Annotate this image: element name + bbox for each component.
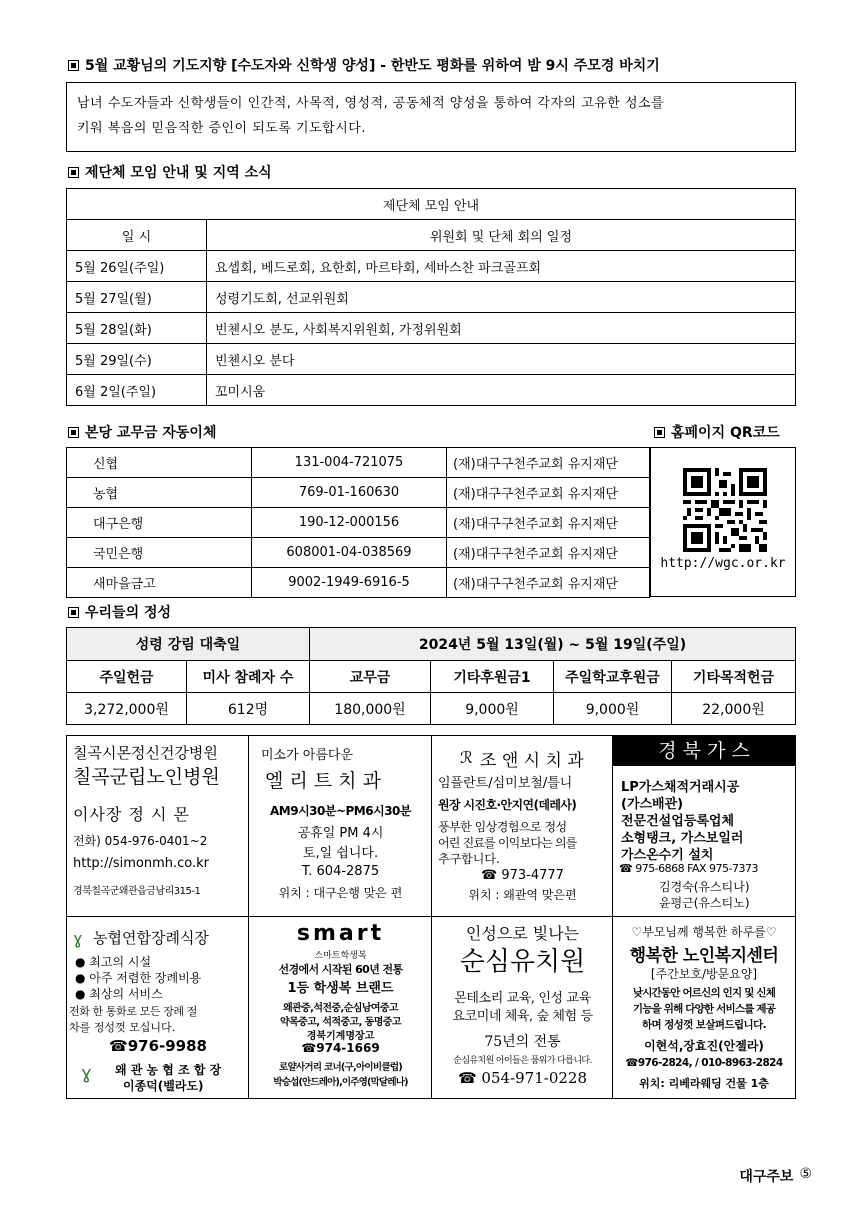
ad-contact: 박승섭(안드레아),이주영(막달레나) (273, 1077, 408, 1088)
meeting-date: 5월 29일(수) (67, 344, 207, 375)
ad-text: 왜관중,석전중,순심남여중고 (282, 1003, 399, 1014)
ad-text: 왜 관 농 협 조 합 장 (115, 1063, 222, 1077)
ad-text: [주간보호/방문요양] (650, 967, 758, 981)
ad-text: 75년의 전통 (484, 1034, 561, 1050)
feast-name: 성령 강림 대축일 (67, 628, 310, 661)
table-row (67, 313, 796, 344)
ad-website[interactable]: http://simonmh.co.kr (73, 856, 209, 871)
bank-name: 새마을금고 (67, 568, 252, 598)
offering-header: 주일학교후원금 (554, 661, 672, 693)
ad-text: 몬테소리 교육, 인성 교육 (454, 991, 591, 1006)
ads-grid (66, 735, 796, 1099)
ad-text: 전화 한 통화로 모든 장례 절 (69, 1005, 197, 1018)
meeting-date: 5월 26일(주일) (67, 251, 207, 282)
ad-phone: 전화) 054-976-0401~2 (73, 834, 208, 848)
account-holder: (재)대구구천주교회 유지재단 (447, 478, 650, 508)
ad-gyeongbuk-gas (613, 736, 795, 917)
ad-address: 위치 : 대구은행 맞은 편 (278, 886, 403, 900)
offering-header: 기타후원금1 (431, 661, 554, 693)
ad-text: 공휴일 PM 4시 (297, 826, 384, 841)
ad-contact: 김경숙(유스티나) (659, 880, 750, 894)
ad-text: 풍부한 임상경험으로 정성 (438, 820, 567, 834)
meeting-schedule: 빈첸시오 분다 (207, 344, 796, 375)
ad-text: 원장 시진호·안지연(데레사) (438, 798, 577, 812)
ad-address: 로얄사거리 코너(구,아이비클럽) (278, 1062, 402, 1073)
offering-header: 기타목적헌금 (672, 661, 796, 693)
ad-address: 경북칠곡군왜관읍금남리315-1 (73, 886, 201, 897)
offering-value: 22,000원 (672, 693, 796, 725)
table-row (67, 251, 796, 282)
ad-title: 조 앤 시 치 과 (480, 751, 584, 771)
offering-period: 2024년 5월 13일(월) ~ 5월 19일(주일) (310, 628, 796, 661)
ad-title: 순심유치원 (459, 947, 586, 977)
ad-text: 임플란트/심미보철/틀니 (438, 776, 573, 791)
account-holder: (재)대구구천주교회 유지재단 (447, 568, 650, 598)
ad-chilgok-hospital (67, 736, 249, 917)
ad-text: ● 아주 저렴한 장례비용 (75, 971, 202, 985)
offering-table (66, 627, 796, 725)
meeting-schedule: 빈첸시오 분도, 사회복지위원회, 가정위원회 (207, 313, 796, 344)
ad-text: 기능을 위해 다양한 서비스를 제공 (632, 1003, 776, 1015)
qr-code-icon[interactable] (683, 468, 767, 552)
account-number: 9002-1949-6916-5 (252, 568, 447, 598)
col-date-header: 일 시 (67, 220, 207, 251)
table-row (67, 538, 650, 568)
ad-text: 스마트학생복 (314, 951, 367, 961)
ad-phone: T. 604-2875 (301, 864, 380, 879)
ad-text: 요코미네 체육, 숲 체험 등 (452, 1009, 593, 1024)
offering-header: 교무금 (310, 661, 431, 693)
ad-nonghyup-funeral (67, 917, 249, 1098)
square-bullet-icon (68, 60, 79, 71)
ad-contact: 이현석,장효진(안젤라) (644, 1039, 764, 1053)
offering-value: 9,000원 (554, 693, 672, 725)
meeting-section-title: 제단체 모임 안내 및 지역 소식 (68, 162, 272, 182)
square-bullet-icon (68, 427, 79, 438)
table-row (67, 344, 796, 375)
ad-text: LP가스채적거래시공 (621, 780, 740, 795)
offering-section-title: 우리들의 정성 (68, 602, 171, 622)
account-number: 190-12-000156 (252, 508, 447, 538)
ad-phone: ☎976-9988 (109, 1037, 207, 1055)
table-row (67, 478, 650, 508)
meeting-schedule: 성령기도회, 선교위원회 (207, 282, 796, 313)
account-number: 608001-04-038569 (252, 538, 447, 568)
ad-phone: ☎ 054-971-0228 (457, 1069, 588, 1087)
square-bullet-icon (68, 167, 79, 178)
account-holder: (재)대구구천주교회 유지재단 (447, 538, 650, 568)
ad-sunsim-kindergarten (432, 917, 613, 1098)
ad-text: 이사장 정 시 몬 (73, 805, 190, 824)
ad-text: 소형탱크, 가스보일러 (621, 831, 744, 846)
meeting-date: 5월 28일(화) (67, 313, 207, 344)
ad-text: 전문건설업등록업체 (621, 814, 735, 829)
bank-name: 국민은행 (67, 538, 252, 568)
ad-phone: ☎ 973-4777 (481, 868, 564, 883)
bank-name: 신협 (67, 448, 252, 478)
tooth-icon: ℛ (460, 748, 473, 767)
account-holder: (재)대구구천주교회 유지재단 (447, 508, 650, 538)
homepage-url[interactable]: http://wgc.or.kr (660, 556, 786, 571)
square-bullet-icon (654, 427, 665, 438)
meeting-date: 6월 2일(주일) (67, 375, 207, 406)
page-number: ⑤ (799, 1166, 812, 1182)
qr-box (650, 447, 796, 597)
nonghyup-logo-icon: ɣ (81, 1063, 92, 1084)
ad-address: 위치 : 왜관역 맞은편 (468, 888, 577, 902)
smart-logo: smart (296, 921, 385, 946)
ad-text: 경북기계명장고 (306, 1031, 375, 1042)
account-holder: (재)대구구천주교회 유지재단 (447, 448, 650, 478)
meeting-schedule: 요셉회, 베드로회, 요한회, 마르타회, 세바스찬 파크골프회 (207, 251, 796, 282)
meeting-date: 5월 27일(월) (67, 282, 207, 313)
table-row (67, 375, 796, 406)
account-number: 131-004-721075 (252, 448, 447, 478)
offering-value: 9,000원 (431, 693, 554, 725)
ad-text: 토,일 쉽니다. (302, 846, 379, 861)
account-number: 769-01-160630 (252, 478, 447, 508)
bank-table (66, 447, 650, 598)
ad-text: ♡부모님께 행복한 하루를♡ (631, 925, 777, 939)
prayer-line: 남녀 수도자들과 신학생들이 인간적, 사목적, 영성적, 공동체적 양성을 통하여 각자의 고유한 성소를 (77, 96, 665, 111)
ad-text: 어린 진료를 이익보다는 의를 (438, 836, 577, 850)
bank-name: 대구은행 (67, 508, 252, 538)
ad-text: 순심유치원 아이들은 품위가 다릅니다. (453, 1056, 592, 1066)
ad-title: 경 북 가 스 (613, 736, 795, 766)
ad-contact: 이종덕(벨라도) (123, 1079, 204, 1093)
ad-phone: ☎974-1669 (301, 1041, 380, 1055)
offering-value: 180,000원 (310, 693, 431, 725)
prayer-line: 키워 복음의 믿음직한 증인이 되도록 기도합시다. (77, 121, 366, 136)
bank-section-title: 본당 교무금 자동이체 (68, 422, 216, 442)
prayer-section-title: 5월 교황님의 기도지향 [수도자와 신학생 양성] - 한반도 평화를 위하여 밤 9시 주모경 바치기 (68, 55, 660, 75)
table-row (67, 508, 650, 538)
table-row (67, 282, 796, 313)
ad-title: 농협연합장례식장 (93, 929, 209, 947)
ad-text: 가스온수기 설치 (621, 848, 714, 863)
offering-value: 612명 (187, 693, 310, 725)
meeting-table (66, 188, 796, 406)
ad-text: 추구합니다. (438, 852, 500, 866)
ad-text: ● 최상의 서비스 (75, 987, 163, 1001)
ad-text: ● 최고의 시설 (75, 955, 152, 969)
col-schedule-header: 위원회 및 단체 회의 일정 (207, 220, 796, 251)
ad-text: 약목중고, 석적중고, 동명중고 (280, 1017, 401, 1028)
prayer-box (66, 82, 796, 152)
meeting-table-title: 제단체 모임 안내 (67, 189, 796, 220)
bank-name: 농협 (67, 478, 252, 508)
ad-text: 칠곡시몬정신건강병원 (73, 744, 218, 762)
ad-smart-uniform (249, 917, 432, 1098)
ad-phone: ☎976-2824, / 010-8963-2824 (625, 1057, 783, 1069)
ad-text: 선경에서 시작된 60년 전통 (278, 963, 403, 976)
ad-title: 행복한 노인복지센터 (629, 946, 779, 966)
ad-elite-dental (249, 736, 432, 917)
footer-label: 대구주보 (739, 1169, 794, 1185)
offering-header: 주일헌금 (67, 661, 187, 693)
table-row (67, 568, 650, 598)
ad-contact: 윤평근(유스티노) (659, 896, 750, 910)
square-bullet-icon (68, 607, 79, 618)
page-footer (739, 1166, 812, 1186)
ad-text: 미소가 아름다운 (261, 748, 354, 763)
ad-text: 차를 정성껏 모십니다. (69, 1021, 176, 1034)
ad-text: 인성으로 빛나는 (465, 924, 580, 943)
ad-happy-senior-center (613, 917, 795, 1098)
ad-text: (가스배관) (621, 797, 684, 812)
table-row (67, 448, 650, 478)
offering-header: 미사 참례자 수 (187, 661, 310, 693)
ad-title: 엘 리 트 치 과 (265, 770, 381, 792)
meeting-schedule: 꼬미시움 (207, 375, 796, 406)
qr-section-title: 홈페이지 QR코드 (654, 422, 780, 442)
ad-address: 위치: 리베라웨딩 건물 1층 (639, 1077, 769, 1090)
ad-joan-dental (432, 736, 613, 917)
nonghyup-logo-icon: ɣ (73, 929, 83, 948)
ad-title: 칠곡군립노인병원 (73, 766, 220, 788)
ad-text: 낮시간동안 어르신의 인지 및 신체 (632, 987, 776, 999)
ad-text: AM9시30분~PM6시30분 (270, 804, 411, 818)
ad-title: 1등 학생복 브랜드 (287, 981, 394, 996)
offering-value: 3,272,000원 (67, 693, 187, 725)
ad-text: 하며 정성껏 보살펴드립니다. (641, 1019, 766, 1031)
ad-phone: ☎ 975-6868 FAX 975-7373 (619, 862, 758, 875)
